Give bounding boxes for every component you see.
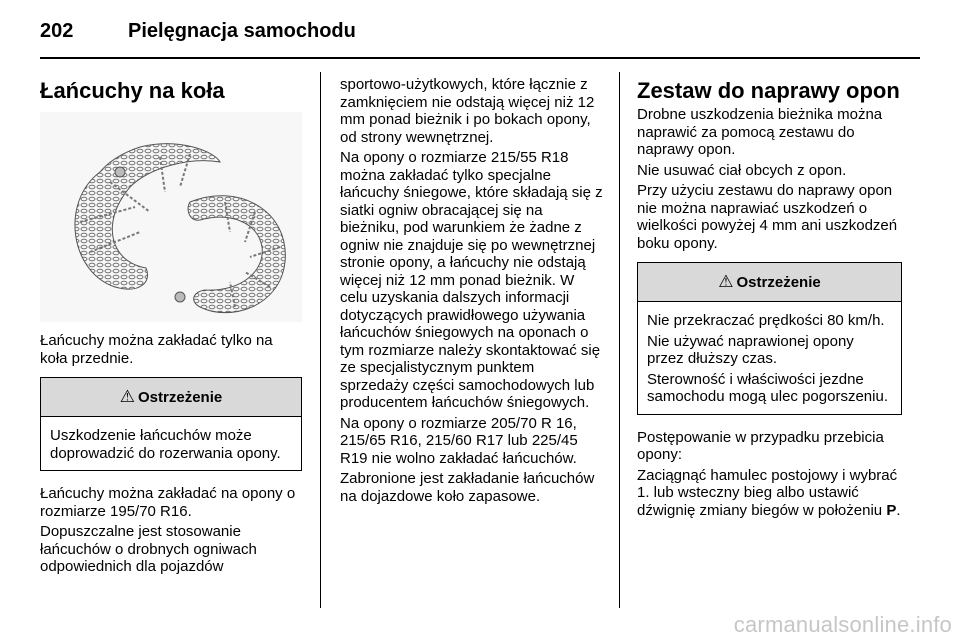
page-number: 202 bbox=[40, 20, 74, 42]
column-3 bbox=[637, 72, 902, 522]
paragraph: Dopuszczalne jest stosowanie łańcuchów o drobnych ogniwach odpowiednich dla pojazdów bbox=[40, 523, 257, 575]
warning-header bbox=[41, 378, 301, 417]
watermark: carmanualsonline.info bbox=[733, 612, 952, 637]
section-title-repair-kit: Zestaw do naprawy opon bbox=[637, 78, 900, 103]
warning-triangle-icon: ⚠ bbox=[119, 387, 136, 406]
page-header bbox=[40, 16, 920, 60]
warning-text: Nie używać naprawionej opony przez dłuższy czas. bbox=[647, 332, 854, 367]
paragraph: sportowo-użytkowych, które łącznie z zamknięciem nie odstają więcej niż 12 mm ponad bieżnik i po bokach opony, od strony wewnętrznej. bbox=[340, 76, 595, 146]
paragraph: Drobne uszkodzenia bieżnika można naprawić za pomocą zestawu do naprawy opon. bbox=[637, 106, 883, 158]
snow-chains-icon bbox=[40, 112, 302, 322]
column-2 bbox=[340, 72, 603, 508]
paragraph: Zabronione jest zakładanie łańcuchów na dojazdowe koło zapasowe. bbox=[340, 470, 595, 505]
warning-header bbox=[638, 263, 901, 302]
section-title-snow-chains: Łańcuchy na koła bbox=[40, 78, 225, 103]
paragraph bbox=[637, 467, 902, 520]
warning-triangle-icon: ⚠ bbox=[718, 272, 734, 291]
paragraph: Nie usuwać ciał obcych z opon. bbox=[637, 161, 847, 179]
paragraph: Na opony o rozmiarze 205/70 R 16, 215/65 R16, 215/60 R17 lub 225/45 R19 nie wolno zakładać łańcuchów. bbox=[340, 414, 578, 467]
column-1 bbox=[40, 72, 302, 579]
warning-text: Uszkodzenie łańcuchów może doprowadzić do rozerwania opony. bbox=[50, 427, 281, 462]
paragraph: Łańcuchy można zakładać tylko na koła przednie. bbox=[40, 332, 273, 367]
column-divider bbox=[320, 72, 321, 608]
paragraph: Postępowanie w przypadku przebicia opony: bbox=[637, 428, 884, 463]
warning-body bbox=[41, 417, 301, 470]
warning-title: Ostrzeżenie bbox=[138, 388, 223, 406]
warning-body bbox=[638, 302, 901, 414]
paragraph: Łańcuchy można zakładać na opony o rozmiarze 195/70 R16. bbox=[40, 485, 296, 520]
warning-text: Nie przekraczać prędkości 80 km/h. bbox=[647, 312, 885, 329]
paragraph-text: Zaciągnąć hamulec postojowy i wybrać 1. lub wsteczny bieg albo ustawić dźwignię zmiany biegów w położeniu bbox=[637, 466, 898, 519]
warning-title: Ostrzeżenie bbox=[736, 273, 821, 291]
paragraph: Przy użyciu zestawu do naprawy opon nie można naprawiać uszkodzeń o wielkości powyżej 4 mm ani uszkodzeń boku opony. bbox=[637, 182, 898, 252]
column-divider bbox=[619, 72, 620, 608]
header-rule bbox=[40, 57, 920, 59]
warning-text: Sterowność i właściwości jezdne samochodu mogą ulec pogorszeniu. bbox=[647, 370, 888, 405]
warning-box bbox=[637, 262, 902, 415]
gear-position-p: P bbox=[886, 501, 897, 519]
running-title: Pielęgnacja samochodu bbox=[128, 20, 356, 42]
paragraph-end: . bbox=[896, 501, 901, 519]
paragraph: Na opony o rozmiarze 215/55 R18 można zakładać tylko specjalne łańcuchy śniegowe, które składają się z siatki ogniw obracającej się na bieżniku, pod warunkiem że żadne z ogniw nie znajduje się po wewnętrznej stronie opony, a łańcuchy nie odstają więcej niż 12 mm ponad bieżnik. W celu uzyskania dalszych informacji dotyczących prawidłowego używania łańcuchów śniegowych na oponach o tym rozmiarze należy skontaktować się ze specjalistycznym punktem sprzedaży części samochodowych lub producentem łańcuchów śniegowych. bbox=[340, 149, 603, 411]
warning-box bbox=[40, 377, 302, 471]
